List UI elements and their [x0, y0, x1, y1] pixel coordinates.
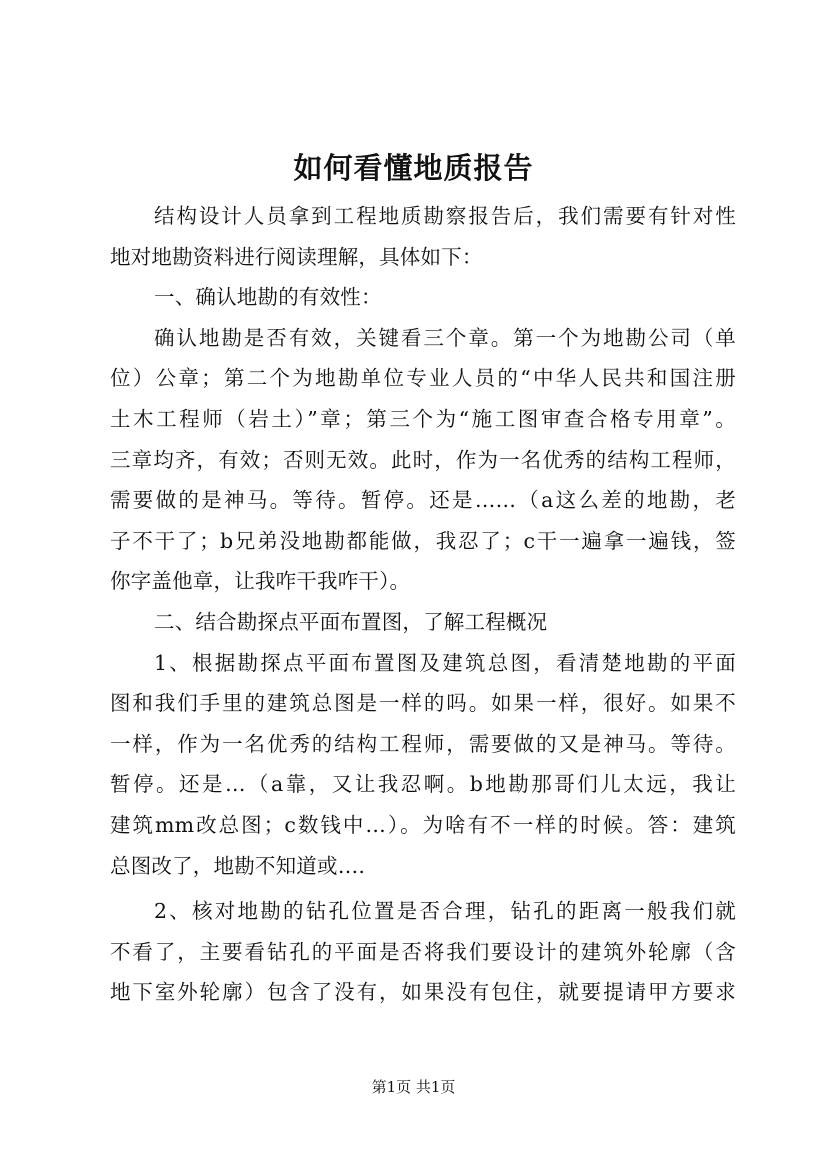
paragraph-line: 土木工程师（岩土）”章；第三个为“施工图审查合格专用章”。: [110, 406, 736, 431]
document-body: [110, 196, 736, 1013]
paragraph-line: 结构设计人员拿到工程地质勘察报告后，我们需要有针对性: [154, 204, 736, 228]
paragraph-line: 2、核对地勘的钻孔位置是否合理，钻孔的距离一般我们就: [154, 899, 736, 924]
paragraph-line: 图和我们手里的建筑总图是一样的吗。如果一样，很好。如果不: [110, 691, 736, 716]
paragraph-line: 子不干了；b兄弟没地勘都能做，我忍了；c干一遍拿一遍钱，签: [110, 528, 736, 553]
section-heading: 二、结合勘探点平面布置图，了解工程概况: [154, 609, 548, 634]
paragraph-line: 需要做的是神马。等待。暂停。还是……（a这么差的地勘，老: [110, 488, 736, 513]
paragraph-line: 三章均齐，有效；否则无效。此时，作为一名优秀的结构工程师，: [110, 447, 736, 472]
paragraph-line: 地对地勘资料进行阅读理解，具体如下：: [110, 244, 483, 269]
document-title: 如何看懂地质报告: [293, 151, 534, 185]
section-heading: 一、确认地勘的有效性：: [154, 285, 382, 310]
paragraph-line: 暂停。还是…（a靠，又让我忍啊。b地勘那哥们儿太远，我让: [110, 772, 736, 797]
paragraph-line: 总图改了，地勘不知道或….: [110, 853, 366, 878]
page-footer: 第1页 共1页: [371, 1078, 456, 1096]
paragraph-line: 确认地勘是否有效，关键看三个章。第一个为地勘公司（单: [154, 325, 736, 350]
paragraph-line: 建筑mm改总图；c数钱中…）。为啥有不一样的时候。答：建筑: [110, 812, 736, 837]
paragraph-line: 你字盖他章，让我咋干我咋干）。: [110, 569, 411, 594]
paragraph-line: 位）公章；第二个为地勘单位专业人员的“中华人民共和国注册: [110, 366, 736, 391]
paragraph-line: 一样，作为一名优秀的结构工程师，需要做的又是神马。等待。: [110, 731, 736, 756]
paragraph-line: 地下室外轮廓）包含了没有，如果没有包住，就要提请甲方要求: [110, 980, 736, 1005]
paragraph-line: 不看了，主要看钻孔的平面是否将我们要设计的建筑外轮廓（含: [110, 939, 736, 964]
paragraph-line: 1、根据勘探点平面布置图及建筑总图，看清楚地勘的平面: [154, 650, 736, 675]
